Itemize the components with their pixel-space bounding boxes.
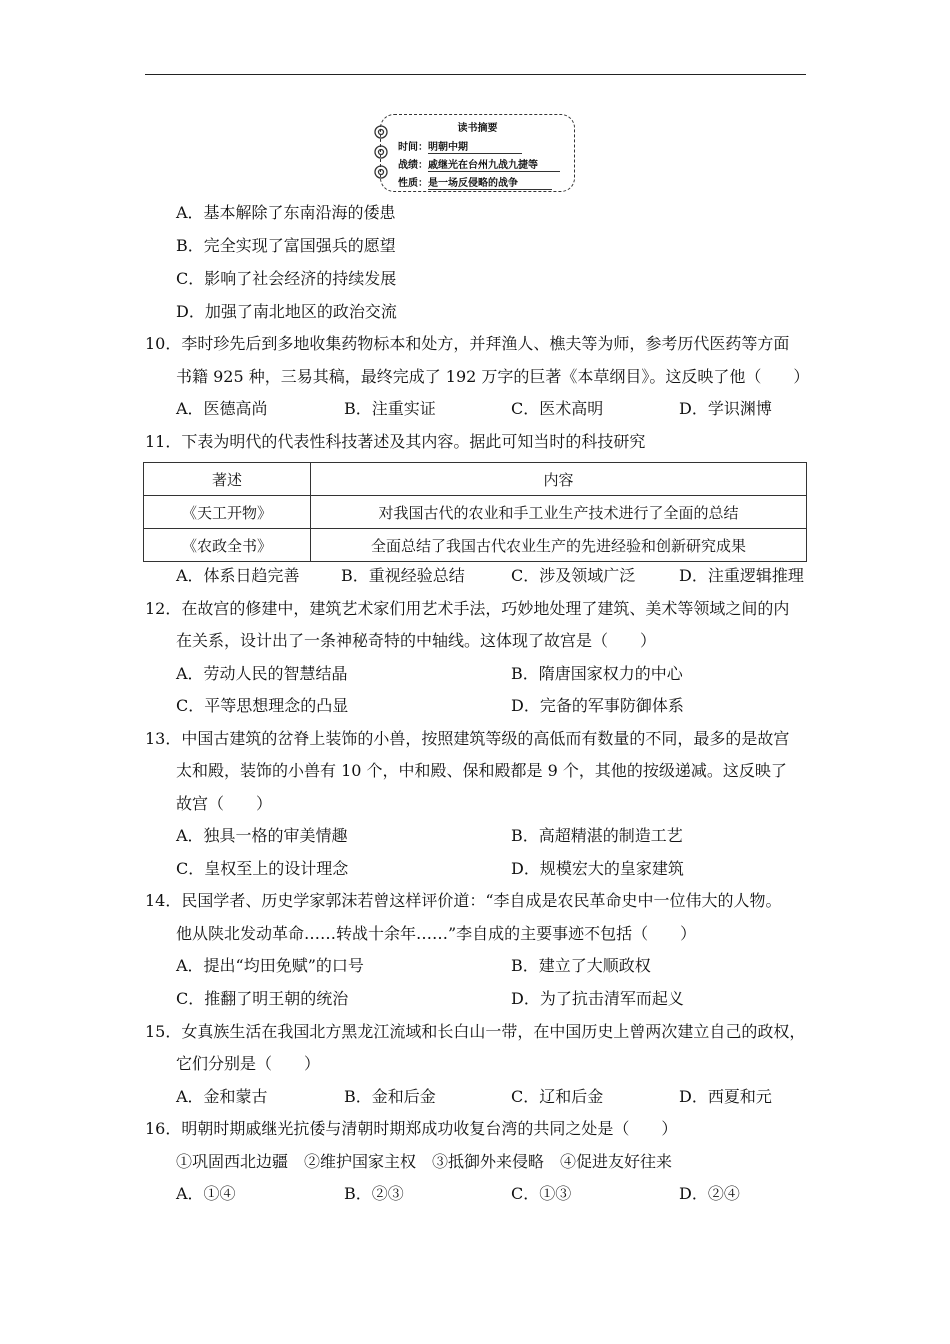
q14-stem-line-1: 14．民国学者、历史学家郭沫若曾这样评价道：“李自成是农民革命史中一位伟大的人物。: [145, 891, 782, 910]
q13-stem-line-2: 太和殿，装饰的小兽有 10 个，中和殿、保和殿都是 9 个，其他的按级递减。这反映了: [176, 761, 787, 780]
q11-option-c: C．涉及领域广泛: [511, 566, 636, 585]
q15-option-a: A．金和蒙古: [176, 1087, 268, 1106]
table-cell-content: 全面总结了我国古代农业生产的先进经验和创新研究成果: [311, 529, 807, 562]
q16-option-b: B．②③: [344, 1184, 404, 1203]
q16-option-a: A．①④: [176, 1184, 236, 1203]
q14-option-d: D．为了抗击清军而起义: [511, 989, 684, 1008]
q14-option-b: B．建立了大顺政权: [511, 956, 651, 975]
note-row-time: 时间：明朝中期: [398, 138, 522, 154]
q10-option-a: A．医德高尚: [176, 399, 268, 418]
q12-option-c: C．平等思想理念的凸显: [176, 696, 349, 715]
q16-stem: 16．明朝时期戚继光抗倭与清朝时期郑成功收复台湾的共同之处是（ ）: [145, 1119, 678, 1138]
q15-stem-line-1: 15．女真族生活在我国北方黑龙江流域和长白山一带，在中国历史上曾两次建立自己的政权，: [145, 1022, 806, 1041]
q11-option-d: D．注重逻辑推理: [679, 566, 804, 585]
q13-stem-line-1: 13．中国古建筑的岔脊上装饰的小兽，按照建筑等级的高低而有数量的不同，最多的是故宫: [145, 729, 790, 748]
table-row: [144, 529, 807, 562]
q10-option-d: D．学识渊博: [679, 399, 772, 418]
works-table: [143, 462, 807, 562]
q11-option-a: A．体系日趋完善: [176, 566, 300, 585]
q13-option-d: D．规模宏大的皇家建筑: [511, 859, 684, 878]
q12-option-a: A．劳动人民的智慧结晶: [176, 664, 348, 683]
q12-stem-line-1: 12．在故宫的修建中，建筑艺术家们用艺术手法，巧妙地处理了建筑、美术等领域之间的内: [145, 599, 790, 618]
q15-stem-line-2: 它们分别是（ ）: [176, 1054, 321, 1073]
q14-option-a: A．提出“均田免赋”的口号: [176, 956, 364, 975]
table-header-works: 著述: [144, 463, 311, 496]
q9-option-a: A．基本解除了东南沿海的倭患: [176, 203, 396, 222]
q10-option-b: B．注重实证: [344, 399, 436, 418]
q9-option-c: C．影响了社会经济的持续发展: [176, 269, 397, 288]
table-cell-work: 《天工开物》: [144, 496, 311, 529]
table-cell-work: 《农政全书》: [144, 529, 311, 562]
table-header-content: 内容: [311, 463, 807, 496]
q15-option-b: B．金和后金: [344, 1087, 436, 1106]
note-row-battle: 战绩：戚继光在台州九战九捷等: [398, 156, 560, 172]
q9-option-d: D．加强了南北地区的政治交流: [176, 302, 397, 321]
note-title: 读书摘要: [457, 123, 498, 134]
table-cell-content: 对我国古代的农业和手工业生产技术进行了全面的总结: [311, 496, 807, 529]
q12-option-b: B．隋唐国家权力的中心: [511, 664, 683, 683]
q13-option-b: B．高超精湛的制造工艺: [511, 826, 683, 845]
note-row-nature: 性质：是一场反侵略的战争: [398, 174, 552, 190]
q13-option-c: C．皇权至上的设计理念: [176, 859, 349, 878]
q16-option-c: C．①③: [511, 1184, 572, 1203]
q16-option-d: D．②④: [679, 1184, 740, 1203]
q15-option-c: C．辽和后金: [511, 1087, 604, 1106]
q12-option-d: D．完备的军事防御体系: [511, 696, 684, 715]
q13-stem-line-3: 故宫（ ）: [176, 794, 273, 813]
q10-stem-line-2: 书籍 925 种，三易其稿，最终完成了 192 万字的巨著《本草纲目》。这反映了他（ ）: [176, 367, 810, 386]
q11-option-b: B．重视经验总结: [341, 566, 465, 585]
q14-option-c: C．推翻了明王朝的统治: [176, 989, 349, 1008]
q9-option-b: B．完全实现了富国强兵的愿望: [176, 236, 396, 255]
q10-option-c: C．医术高明: [511, 399, 604, 418]
table-header-row: [144, 463, 807, 496]
q13-option-a: A．独具一格的审美情趣: [176, 826, 348, 845]
q11-stem: 11．下表为明代的代表性科技著述及其内容。据此可知当时的科技研究: [145, 432, 646, 451]
q14-stem-line-2: 他从陕北发动革命……转战十余年……”李自成的主要事迹不包括（ ）: [176, 924, 697, 943]
q12-stem-line-2: 在关系，设计出了一条神秘奇特的中轴线。这体现了故宫是（ ）: [176, 631, 657, 650]
header-rule: [145, 74, 806, 75]
q16-statements: ①巩固西北边疆 ②维护国家主权 ③抵御外来侵略 ④促进友好往来: [176, 1152, 673, 1171]
q10-stem-line-1: 10．李时珍先后到多地收集药物标本和处方，并拜渔人、樵夫等为师，参考历代医药等方面: [145, 334, 790, 353]
q15-option-d: D．西夏和元: [679, 1087, 772, 1106]
table-row: [144, 496, 807, 529]
